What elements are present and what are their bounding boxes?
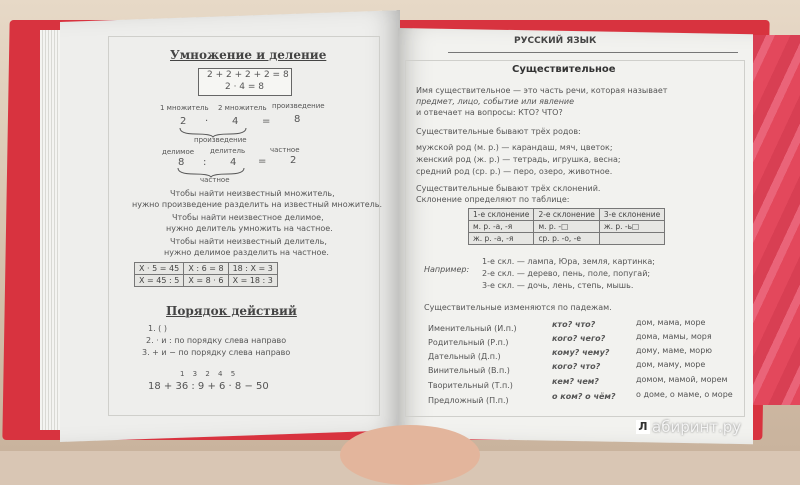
header-title: РУССКИЙ ЯЗЫК xyxy=(514,36,597,46)
div-value: = xyxy=(258,156,267,167)
case-example: дому, маме, морю xyxy=(636,346,713,355)
gender-line: мужской род (м. р.) — карандаш, мяч, цветок; xyxy=(416,143,613,152)
order-rule: 2. · и : по порядку слева направо xyxy=(146,336,287,345)
gender-line: женский род (ж. р.) — тетрадь, игрушка, весна; xyxy=(416,155,621,164)
example-cell: X · 5 = 45 xyxy=(135,263,184,275)
rule-text: Чтобы найти неизвестное делимое, xyxy=(172,213,324,222)
case-question: о ком? о чём? xyxy=(552,392,616,401)
rule-text: Чтобы найти неизвестный множитель, xyxy=(170,189,335,198)
order-expression: 18 + 36 : 9 + 6 · 8 − 50 xyxy=(148,381,269,392)
case-question: кем? чем? xyxy=(552,377,599,386)
declension-table xyxy=(468,208,665,245)
mult-value: 4 xyxy=(232,116,239,127)
case-name: Творительный (Т.п.) xyxy=(428,381,513,390)
div-value: : xyxy=(203,157,207,168)
mult-value: · xyxy=(205,116,209,127)
page-title: Существительное xyxy=(512,64,616,75)
example-line: 1-е скл. — лампа, Юра, земля, картинка; xyxy=(482,257,655,266)
order-marks: 1 3 2 4 5 xyxy=(180,370,236,378)
order-rule: 1. ( ) xyxy=(148,324,167,333)
mult-under-label: произведение xyxy=(194,136,247,144)
case-name: Именительный (И.п.) xyxy=(428,324,517,333)
watermark-logo: Л xyxy=(636,420,650,434)
section-title-multiplication: Умножение и деление xyxy=(170,48,327,62)
section-title-order: Порядок действий xyxy=(166,304,297,318)
declension-header: 1-е склонение xyxy=(469,209,534,221)
case-question: кто? что? xyxy=(552,320,596,329)
div-label: делитель xyxy=(210,147,246,155)
case-example: дом, мама, море xyxy=(636,318,706,327)
case-question: кого? что? xyxy=(552,362,601,371)
case-name: Предложный (П.п.) xyxy=(428,396,509,405)
example-table xyxy=(134,262,278,287)
declension-cell: м. р. -а, -я xyxy=(469,221,534,233)
example-cell: 18 : X = 3 xyxy=(228,263,277,275)
mult-label: произведение xyxy=(272,102,325,110)
hand xyxy=(340,425,480,485)
example-label: Например: xyxy=(424,265,470,274)
example-cell: X = 8 · 6 xyxy=(184,275,228,287)
div-value: 8 xyxy=(178,157,185,168)
page-header xyxy=(448,34,738,54)
definition-text: и отвечает на вопросы: КТО? ЧТО? xyxy=(416,108,563,117)
declension-cell: ср. р. -о, -е xyxy=(534,233,599,245)
case-example: домом, мамой, морем xyxy=(636,375,728,384)
rule-text: нужно делимое разделить на частное. xyxy=(164,248,329,257)
mult-label: 2 множитель xyxy=(218,104,267,112)
declension-cell: м. р. -□ xyxy=(534,221,599,233)
case-question: кому? чему? xyxy=(552,348,610,357)
case-example: дом, маму, море xyxy=(636,360,706,369)
declension-header: 3-е склонение xyxy=(599,209,664,221)
case-question: кого? чего? xyxy=(552,334,606,343)
formula-line: 2 · 4 = 8 xyxy=(225,82,265,92)
rule-text: Чтобы найти неизвестный делитель, xyxy=(170,237,327,246)
example-line: 3-е скл. — дочь, лень, степь, мышь. xyxy=(482,281,634,290)
declension-cell: ж. р. -ь□ xyxy=(599,221,664,233)
declension-cell xyxy=(599,233,664,245)
div-value: 4 xyxy=(230,157,237,168)
case-intro: Существительные изменяются по падежам. xyxy=(424,303,612,312)
mult-value: 2 xyxy=(180,116,187,127)
gender-line: средний род (ср. р.) — перо, озеро, животное. xyxy=(416,167,613,176)
div-label: делимое xyxy=(162,148,195,156)
case-name: Родительный (Р.п.) xyxy=(428,338,509,347)
watermark-text: абиринт.ру xyxy=(652,418,742,436)
declension-header: 2-е склонение xyxy=(534,209,599,221)
div-label: частное xyxy=(270,146,300,154)
case-example: о доме, о маме, о море xyxy=(636,390,733,399)
example-cell: X : 6 = 8 xyxy=(184,263,228,275)
mult-value: 8 xyxy=(294,114,301,125)
formula-line: 2 + 2 + 2 + 2 = 8 xyxy=(207,70,289,80)
declension-cell: ж. р. -а, -я xyxy=(469,233,534,245)
mult-value: = xyxy=(262,116,271,127)
example-cell: X = 45 : 5 xyxy=(135,275,184,287)
rule-text: нужно делитель умножить на частное. xyxy=(166,224,333,233)
example-line: 2-е скл. — дерево, пень, поле, попугай; xyxy=(482,269,651,278)
case-name: Винительный (В.п.) xyxy=(428,366,510,375)
div-under-label: частное xyxy=(200,176,230,184)
mult-label: 1 множитель xyxy=(160,104,209,112)
declension-intro: Склонение определяют по таблице: xyxy=(416,195,570,204)
definition-text: Имя существительное — это часть речи, которая называет xyxy=(416,86,668,95)
div-value: 2 xyxy=(290,155,297,166)
example-cell: X = 18 : 3 xyxy=(228,275,277,287)
case-example: дома, мамы, моря xyxy=(636,332,712,341)
header-rule xyxy=(448,52,738,53)
case-name: Дательный (Д.п.) xyxy=(428,352,501,361)
gender-intro: Существительные бывают трёх родов: xyxy=(416,127,581,136)
order-rule: 3. + и − по порядку слева направо xyxy=(142,348,291,357)
definition-text: предмет, лицо, событие или явление xyxy=(416,97,575,106)
declension-intro: Существительные бывают трёх склонений. xyxy=(416,184,601,193)
formula-box xyxy=(198,68,292,96)
rule-text: нужно произведение разделить на известный множитель. xyxy=(132,200,383,209)
